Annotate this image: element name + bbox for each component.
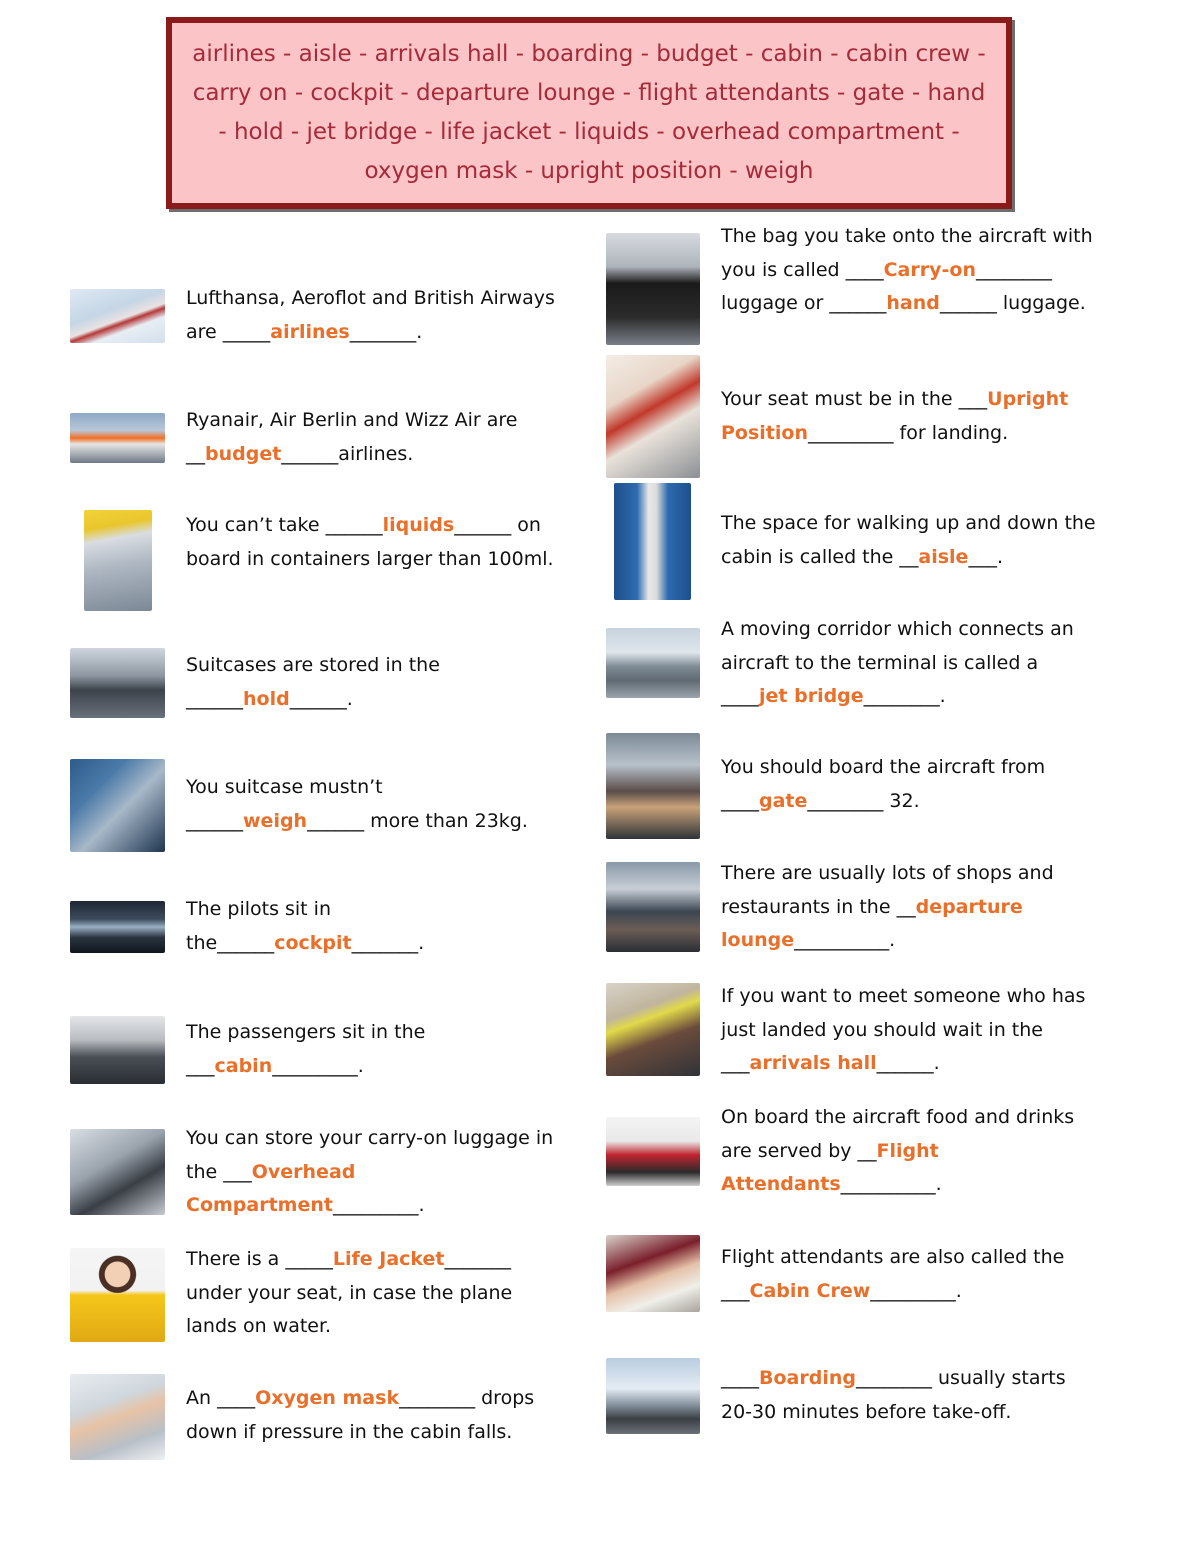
answer-flight-attendants: Flight Attendants [721,1139,939,1195]
question-upright: Your seat must be in the ___Upright Position_________ for landing. [721,388,1069,444]
answer-liquids: liquids [382,514,455,536]
answer-gate: gate [759,789,808,812]
upright-seat-image [606,355,700,478]
answer-hold: hold [243,687,290,710]
answer-life-jacket: Life Jacket [332,1248,445,1270]
question-jet-bridge: A moving corridor which connects an aircraft to the terminal is called a ____jet bridge________. [721,618,1074,707]
answer-airlines: airlines [270,320,350,343]
cabin-image [70,1016,165,1084]
answer-upright: Upright Position [721,388,1069,444]
departure-lounge-image [606,862,700,952]
baggage-hold-image [70,648,165,718]
answer-departure-lounge: departure lounge [721,895,1023,951]
airlines-planes-image [70,289,165,343]
answer-arrivals-hall: arrivals hall [749,1052,877,1074]
oxygen-mask-image [70,1374,165,1460]
answer-cabin: cabin [214,1054,273,1077]
aisle-image [614,483,691,600]
carry-on-bag-image [606,233,700,345]
question-overhead: You can store your carry-on luggage in the ___Overhead Compartment_________. [186,1127,554,1216]
answer-carry-on: Carry-on [883,258,976,281]
question-weigh: You suitcase mustn’t ______weigh______ more than 23kg. [186,776,528,832]
suitcase-weigh-image [70,759,165,852]
question-departure-lounge: There are usually lots of shops and restaurants in the __departure lounge__________. [721,862,1054,951]
question-liquids: You can’t take ______liquids______ on board in containers larger than 100ml. [186,514,554,570]
question-carry-on: The bag you take onto the aircraft with you is called ____Carry-on________ luggage or ______hand______ luggage. [721,225,1093,314]
question-flight-attendants: On board the aircraft food and drinks are served by __Flight Attendants__________. [721,1106,1075,1195]
word-bank-box [166,17,1012,209]
question-oxygen-mask: An ____Oxygen mask________ drops down if pressure in the cabin falls. [186,1387,535,1443]
gate-image [606,733,700,839]
question-hold: Suitcases are stored in the ______hold______. [186,654,440,710]
question-boarding: ____Boarding________ usually starts 20-30 minutes before take-off. [721,1367,1066,1423]
answer-oxygen-mask: Oxygen mask [255,1387,400,1409]
life-jacket-image [70,1248,165,1342]
question-budget: Ryanair, Air Berlin and Wizz Air are __budget______airlines. [186,409,518,465]
question-cabin-crew: Flight attendants are also called the ___Cabin Crew_________. [721,1246,1065,1302]
answer-aisle: aisle [918,545,969,568]
arrivals-hall-image [606,983,700,1076]
answer-boarding: Boarding [759,1367,856,1389]
jet-bridge-image [606,628,700,698]
boarding-image [606,1358,700,1434]
word-bank-text: airlines - aisle - arrivals hall - boarding - budget - cabin - cabin crew - carry on - cockpit - departure lounge - flight attendants - gate - hand - hold - jet bridge - life jacket - liquids - overhead compartment - oxygen mask - upright position - weigh [192,41,986,184]
cabin-crew-image [606,1235,700,1312]
answer-overhead: Overhead Compartment [186,1160,356,1216]
question-arrivals-hall: If you want to meet someone who has just landed you should wait in the ___arrivals hall______. [721,985,1086,1074]
overhead-compartment-image [70,1129,165,1215]
cockpit-image [70,901,165,953]
question-cabin: The passengers sit in the ___cabin_________. [186,1021,426,1077]
question-cockpit: The pilots sit in the______cockpit_______. [186,898,425,954]
answer-hand: hand [886,292,940,314]
answer-budget: budget [205,442,282,465]
answer-weigh: weigh [243,809,308,832]
question-aisle: The space for walking up and down the cabin is called the __aisle___. [721,512,1096,568]
question-airlines: Lufthansa, Aeroflot and British Airways are _____airlines_______. [186,287,555,343]
answer-jet-bridge: jet bridge [759,685,864,707]
budget-airline-image [70,413,165,463]
question-gate: You should board the aircraft from ____gate________ 32. [721,756,1046,812]
answer-cockpit: cockpit [274,931,352,954]
question-life-jacket: There is a _____Life Jacket_______ under your seat, in case the plane lands on water. [186,1248,513,1337]
answer-cabin-crew: Cabin Crew [749,1279,871,1302]
flight-attendants-image [606,1117,700,1186]
liquids-check-image [84,510,152,611]
